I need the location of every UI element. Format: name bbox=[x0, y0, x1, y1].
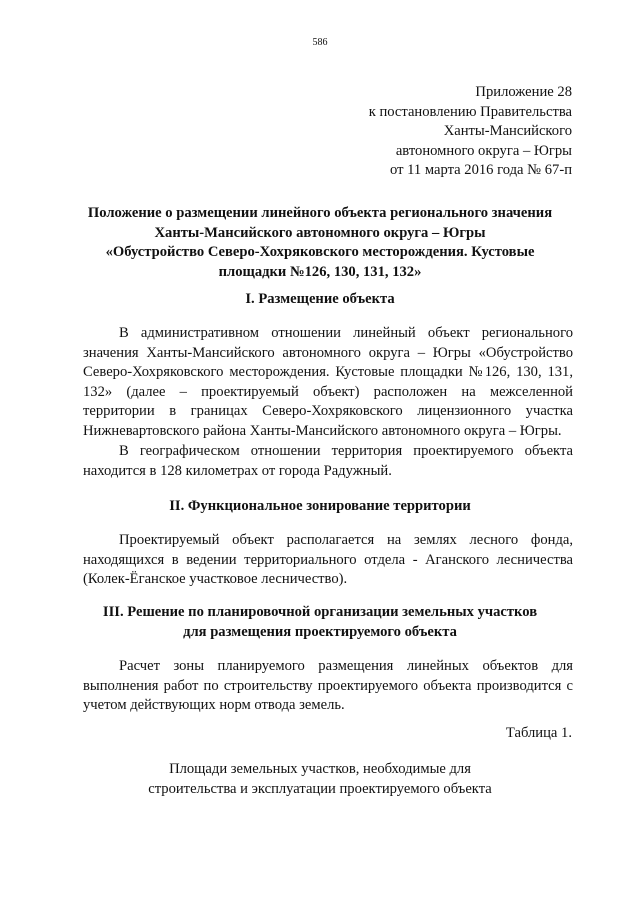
document-title bbox=[70, 204, 570, 282]
title-line: «Обустройство Северо-Хохряковского месторождения. Кустовые bbox=[105, 244, 535, 261]
title-line: Положение о размещении линейного объекта регионального значения bbox=[87, 205, 553, 221]
page-number: 586 bbox=[312, 37, 328, 48]
heading-line: III. Решение по планировочной организации земельных участков bbox=[102, 604, 538, 620]
title-line: Ханты-Мансийского автономного округа – Югры bbox=[154, 224, 486, 241]
appendix-line: автономного округа – Югры bbox=[395, 142, 572, 159]
title-line: площадки №126, 130, 131, 132» bbox=[218, 263, 422, 280]
caption-line: строительства и эксплуатации проектируемого объекта bbox=[148, 780, 492, 797]
paragraph-geographic-location: В географическом отношении территория проектируемого объекта находится в 128 километрах от города Радужный. bbox=[83, 443, 573, 479]
heading-line: I. Размещение объекта bbox=[245, 291, 395, 307]
appendix-line: от 11 марта 2016 года № 67-п bbox=[390, 162, 572, 179]
appendix-reference bbox=[369, 83, 572, 181]
section-heading-placement bbox=[70, 290, 570, 310]
paragraph-zone-calculation: Расчет зоны планируемого размещения линейных объектов для выполнения работ по строительству проектируемого объекта производится с учетом действующих норм отвода земель. bbox=[83, 658, 573, 714]
paragraph-land-category: Проектируемый объект располагается на землях лесного фонда, находящихся в ведении территориального отдела - Аганского лесничества (Колек-Ёганское участковое лесничество). bbox=[83, 532, 573, 588]
table-label: Таблица 1. bbox=[505, 725, 572, 741]
appendix-line: Ханты-Мансийского bbox=[443, 123, 572, 140]
heading-line: для размещения проектируемого объекта bbox=[183, 623, 457, 640]
appendix-line: к постановлению Правительства bbox=[368, 103, 572, 120]
caption-line: Площади земельных участков, необходимые для bbox=[169, 761, 471, 777]
heading-line: II. Функциональное зонирование территории bbox=[169, 498, 471, 514]
section-heading-planning bbox=[70, 603, 570, 642]
table-caption bbox=[70, 760, 570, 799]
section-heading-zoning bbox=[70, 497, 570, 517]
paragraph-administrative-location: В административном отношении линейный объект регионального значения Ханты-Мансийского автономного округа – Югры «Обустройство Северо-Хохряковского месторождения. Кустовые площадки №126, 130, 131, 132» (далее – проектируемый объект) расположен на межселенной территории в границах Северо-Хохряковского лицензионного участка Нижневартовского района Ханты-Мансийского автономного округа – Югры. bbox=[83, 325, 573, 439]
appendix-line: Приложение 28 bbox=[475, 84, 572, 100]
